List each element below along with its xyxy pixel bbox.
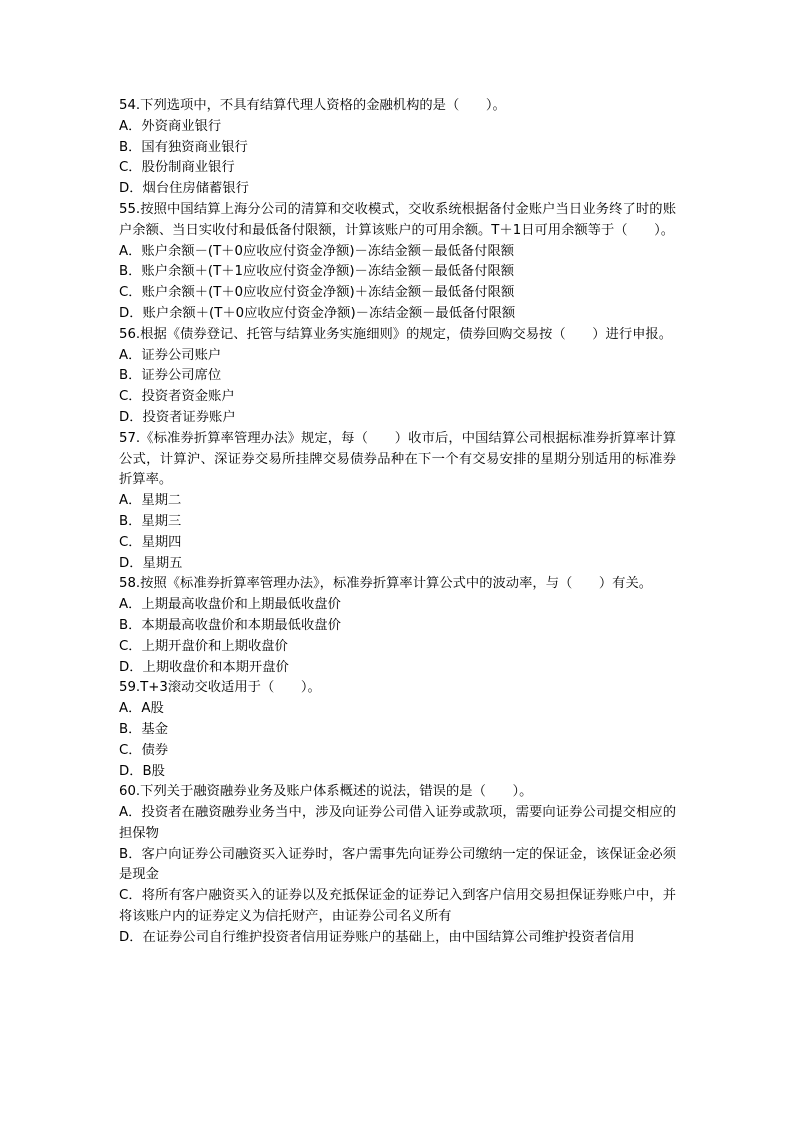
question-stem: 59.T+3滚动交收适用于（ ）。 (119, 680, 321, 696)
question-stem: 56.根据《债券登记、托管与结算业务实施细则》的规定，债券回购交易按（ ）进行申报。 (119, 326, 673, 342)
option-b: B．基金 (119, 721, 169, 737)
question-stem: 57.《标准券折算率管理办法》规定，每（ ）收市后，中国结算公司根据标准券折算率计算公式，计算沪、深证券交易所挂牌交易债券品种在下一个有交易安排的星期分别适用的标准券折算率。 (119, 430, 676, 488)
option-a: A．星期二 (119, 493, 182, 509)
question-58 (119, 574, 676, 678)
question-stem: 54.下列选项中，不具有结算代理人资格的金融机构的是（ ）。 (119, 98, 506, 113)
option-b: B．证券公司席位 (119, 368, 222, 384)
option-c: C．投资者资金账户 (119, 389, 235, 405)
option-b: B．账户余额＋(T＋1应收应付资金净额)－冻结金额－最低备付限额 (119, 264, 515, 280)
option-b: B．客户向证券公司融资买入证券时，客户需事先向证券公司缴纳一定的保证金，该保证金必须是现金 (119, 846, 676, 883)
question-55 (119, 200, 676, 325)
question-57 (119, 429, 676, 575)
question-stem: 55.按照中国结算上海分公司的清算和交收模式，交收系统根据备付金账户当日业务终了时的账户余额、当日实收付和最低备付限额，计算该账户的可用余额。T＋1日可用余额等于（ ）。 (119, 201, 676, 238)
option-a: A．外资商业银行 (119, 118, 222, 134)
option-d: D．上期收盘价和本期开盘价 (119, 659, 289, 675)
option-d: D．星期五 (119, 555, 183, 571)
option-d: D．在证券公司自行维护投资者信用证券账户的基础上，由中国结算公司维护投资者信用 (119, 929, 635, 945)
option-a: A．投资者在融资融券业务当中，涉及向证券公司借入证券或款项，需要向证券公司提交相应的担保物 (119, 805, 676, 841)
option-c: C．债券 (119, 742, 169, 758)
document-page (119, 96, 676, 949)
option-d: D．投资者证券账户 (119, 409, 236, 425)
option-d: D．账户余额＋(T＋0应收应付资金净额)－冻结金额－最低备付限额 (119, 305, 516, 321)
option-a: A．A股 (119, 701, 164, 717)
option-c: C．股份制商业银行 (119, 160, 235, 176)
question-60 (119, 782, 676, 948)
question-stem: 58.按照《标准券折算率管理办法》，标准券折算率计算公式中的波动率，与（ ）有关。 (119, 576, 653, 592)
option-d: D．烟台住房储蓄银行 (119, 181, 249, 197)
option-c: C．星期四 (119, 534, 182, 550)
question-stem: 60.下列关于融资融券业务及账户体系概述的说法，错误的是（ ）。 (119, 784, 533, 800)
option-c: C．账户余额＋(T＋0应收应付资金净额)＋冻结金额－最低备付限额 (119, 285, 515, 301)
option-b: B．星期三 (119, 513, 182, 529)
option-a: A．账户余额－(T＋0应收应付资金净额)－冻结金额－最低备付限额 (119, 243, 515, 259)
option-b: B．国有独资商业银行 (119, 139, 248, 155)
question-56 (119, 325, 676, 429)
option-c: C．将所有客户融资买入的证券以及充抵保证金的证券记入到客户信用交易担保证券账户中，并将该账户内的证券定义为信托财产，由证券公司名义所有 (119, 888, 676, 925)
option-c: C．上期开盘价和上期收盘价 (119, 638, 288, 654)
question-59 (119, 678, 676, 782)
option-a: A．上期最高收盘价和上期最低收盘价 (119, 597, 341, 613)
question-54 (119, 96, 676, 200)
option-a: A．证券公司账户 (119, 347, 222, 363)
option-b: B．本期最高收盘价和本期最低收盘价 (119, 617, 341, 633)
option-d: D．B股 (119, 763, 165, 779)
